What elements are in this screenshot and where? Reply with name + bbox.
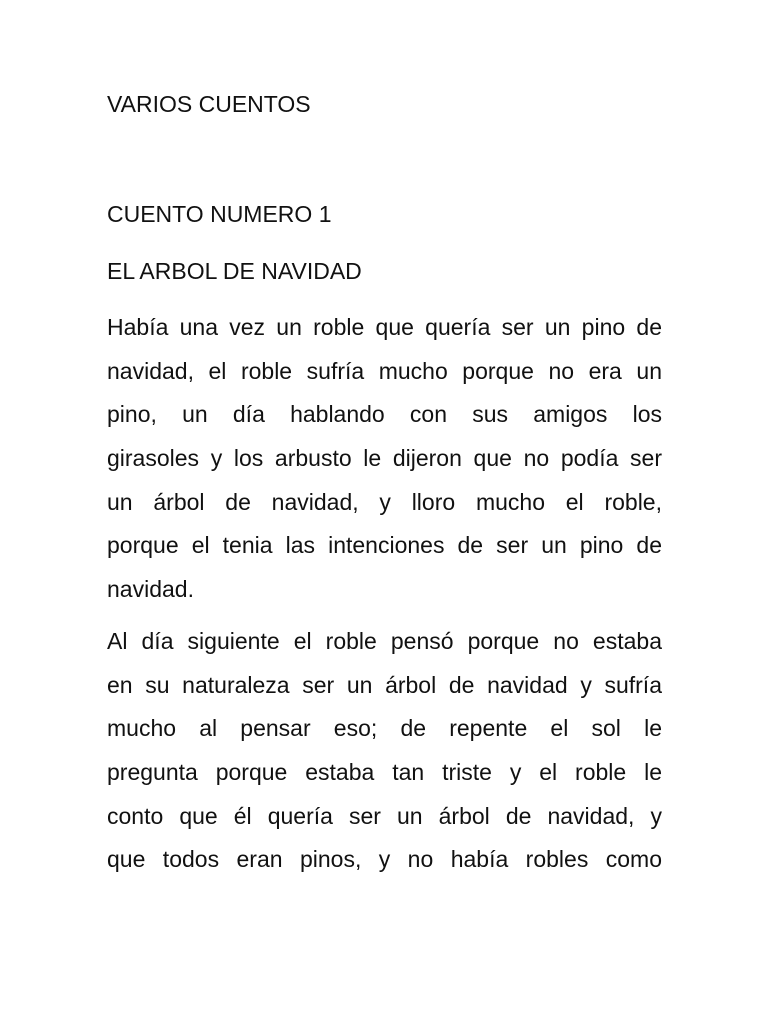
paragraph-line: conto que él quería ser un árbol de navidad, y — [107, 802, 662, 829]
paragraph-line: en su naturaleza ser un árbol de navidad y sufría — [107, 671, 662, 698]
paragraph-1 — [107, 311, 662, 617]
paragraph-line: pregunta porque estaba tan triste y el roble le — [107, 759, 662, 786]
paragraph-line: un árbol de navidad, y lloro mucho el roble, — [107, 488, 662, 515]
document-title: VARIOS CUENTOS — [107, 91, 311, 117]
paragraph-line: que todos eran pinos, y no había robles como — [107, 846, 662, 873]
story-title: EL ARBOL DE NAVIDAD — [107, 258, 362, 284]
paragraph-line: girasoles y los arbusto le dijeron que no podía ser — [107, 445, 662, 472]
paragraph-line: Al día siguiente el roble pensó porque no estaba — [107, 628, 662, 654]
paragraph-line: porque el tenia las intenciones de ser un pino de — [107, 532, 662, 559]
paragraph-2 — [107, 625, 662, 887]
story-number: CUENTO NUMERO 1 — [107, 201, 332, 227]
paragraph-line: navidad, el roble sufría mucho porque no era un — [107, 357, 662, 384]
paragraph-line: mucho al pensar eso; de repente el sol le — [107, 715, 662, 742]
paragraph-line: pino, un día hablando con sus amigos los — [107, 401, 662, 428]
paragraph-line: Había una vez un roble que quería ser un pino de — [107, 314, 662, 340]
paragraph-line: navidad. — [107, 576, 194, 603]
